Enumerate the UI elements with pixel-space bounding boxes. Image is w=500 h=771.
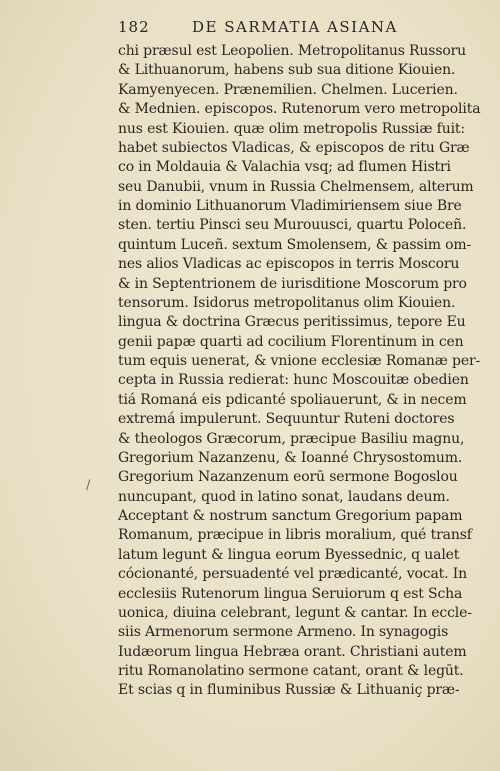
text-line: Gregorium Nazanzenum eorū sermone Bogoslou — [118, 469, 458, 486]
text-line: & Mednien. episcopos. Rutenorum vero metropolita — [118, 101, 481, 118]
text-line: in dominio Lithuanorum Vladimiriensem siue Bre — [118, 198, 462, 214]
text-line: sten. tertiu Pinsci seu Murouusci, quartu Poloceñ. — [118, 217, 467, 234]
running-title: DE SARMATIA ASIANA — [192, 18, 398, 36]
text-line: Et scias q in fluminibus Russiæ & Lithuaniç præ- — [118, 682, 460, 699]
text-line: ritu Romanolatino sermone catant, orant & legūt. — [118, 663, 464, 679]
text-line: Kamyenyecen. Prænemilien. Chelmen. Lucerien. — [118, 81, 458, 98]
text-line: habet subiectos Vladicas, & episcopos de ritu Græ — [118, 139, 470, 156]
body-text — [118, 42, 488, 701]
text-line: tiá Romaná eis pdicanté spoliauerunt, & in necem — [118, 391, 467, 408]
page-header — [118, 18, 458, 40]
text-line: Gregorium Nazanzenu, & Ioanné Chrysostomum. — [118, 449, 463, 466]
text-line: Romanum, præcipue in libris moralium, qué transf — [118, 527, 472, 544]
text-line: quintum Luceñ. sextum Smolensem, & passim om- — [118, 236, 472, 253]
text-line: cócionanté, persuadenté vel prædicanté, vocat. In — [118, 566, 467, 583]
text-line: tensorum. Isidorus metropolitanus olim Kiouien. — [118, 294, 456, 311]
text-line: siis Armenorum sermone Armeno. In synagogis — [118, 624, 449, 641]
text-line: lingua & doctrina Græcus peritissimus, tepore Eu — [118, 314, 466, 331]
text-line: genii papæ quarti ad cocilium Florentinum in cen — [118, 333, 464, 350]
text-line: & Lithuanorum, habens sub sua ditione Kiouien. — [118, 62, 456, 79]
text-line: extremá impulerunt. Sequuntur Ruteni doctores — [118, 411, 455, 428]
text-line: latum legunt & lingua eorum Byessednic, q ualet — [118, 546, 460, 563]
text-line: cepta in Russia redierat: hunc Moscouitæ obedien — [118, 372, 469, 389]
text-line: nuncupant, quod in latino sonat, laudans deum. — [118, 488, 450, 505]
text-line: ecclesiis Rutenorum lingua Seruiorum q est Scha — [118, 585, 463, 602]
text-line: Iudæorum lingua Hebræa orant. Christiani autem — [118, 643, 467, 660]
text-line: nus est Kiouien. quæ olim metropolis Russiæ fuit: — [118, 120, 465, 137]
text-line: & in Septentrionem de iurisditione Moscorum pro — [118, 275, 467, 292]
text-line: & theologos Græcorum, præcipue Basiliu magnu, — [118, 430, 465, 447]
text-line: Acceptant & nostrum sanctum Gregorium papam — [118, 508, 463, 524]
text-line: tum equis uenerat, & vnione ecclesiæ Romanæ per- — [118, 353, 481, 369]
text-line: nes alios Vladicas ac episcopos in terris Moscoru — [118, 256, 460, 273]
text-line: uonica, diuina celebrant, legunt & cantar. In eccle- — [118, 604, 472, 621]
page-number: 182 — [118, 18, 150, 36]
text-line: co in Moldauia & Valachia vsq; ad flumen Histri — [118, 159, 451, 176]
margin-mark: / — [86, 478, 91, 493]
text-line: seu Danubii, vnum in Russia Chelmensem, alterum — [118, 178, 474, 195]
text-line: chi præsul est Leopolien. Metropolitanus Russoru — [118, 43, 467, 59]
